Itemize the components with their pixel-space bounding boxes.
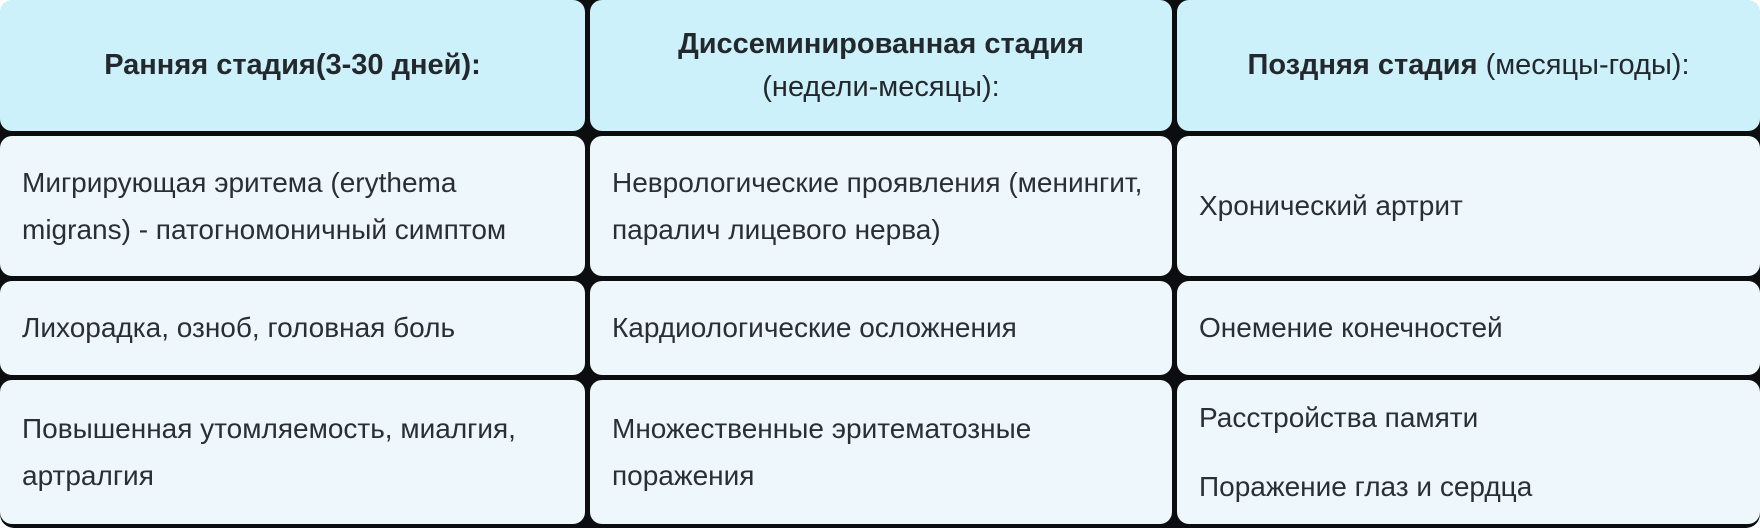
cell-text: Лихорадка, озноб, головная боль [22, 312, 456, 344]
header-late-stage-label: Поздняя стадия [1247, 49, 1478, 82]
cell-disseminated-neurological [590, 136, 1172, 276]
cell-text: Неврологические проявления (менингит, паралич лицевого нерва) [612, 166, 1143, 245]
cell-text: Мигрирующая эритема (erythema migrans) - патогномоничный симптом [22, 166, 507, 245]
cell-text: Поражение глаз и сердца [1199, 470, 1533, 502]
cell-text: Множественные эритематозные поражения [612, 412, 1032, 491]
header-late-stage-line [1247, 44, 1689, 86]
cell-early-fatigue [0, 380, 585, 524]
header-disseminated-stage [590, 0, 1172, 131]
cell-text: Кардиологические осложнения [612, 312, 1017, 344]
cell-disseminated-multiple-erythema [590, 380, 1172, 524]
header-early-stage-label: Ранняя стадия(3-30 дней): [104, 49, 481, 82]
cell-early-fever [0, 281, 585, 375]
cell-early-erythema [0, 136, 585, 276]
header-late-stage [1177, 0, 1760, 131]
header-disseminated-stage-label: Диссеминированная стадия [678, 28, 1084, 61]
header-early-stage [0, 0, 585, 131]
cell-text: Повышенная утомляемость, миалгия, артралгия [22, 412, 516, 491]
header-disseminated-stage-sublabel: (недели-месяцы): [762, 70, 1000, 103]
cell-text: Хронический артрит [1199, 190, 1463, 222]
cell-late-memory-eyes-heart [1177, 380, 1760, 524]
header-late-stage-sublabel: (месяцы-годы): [1477, 49, 1690, 82]
cell-text: Расстройства памяти [1199, 402, 1479, 434]
cell-disseminated-cardiological [590, 281, 1172, 375]
cell-text: Онемение конечностей [1199, 312, 1503, 344]
cell-late-chronic-arthritis [1177, 136, 1760, 276]
cell-late-numbness [1177, 281, 1760, 375]
